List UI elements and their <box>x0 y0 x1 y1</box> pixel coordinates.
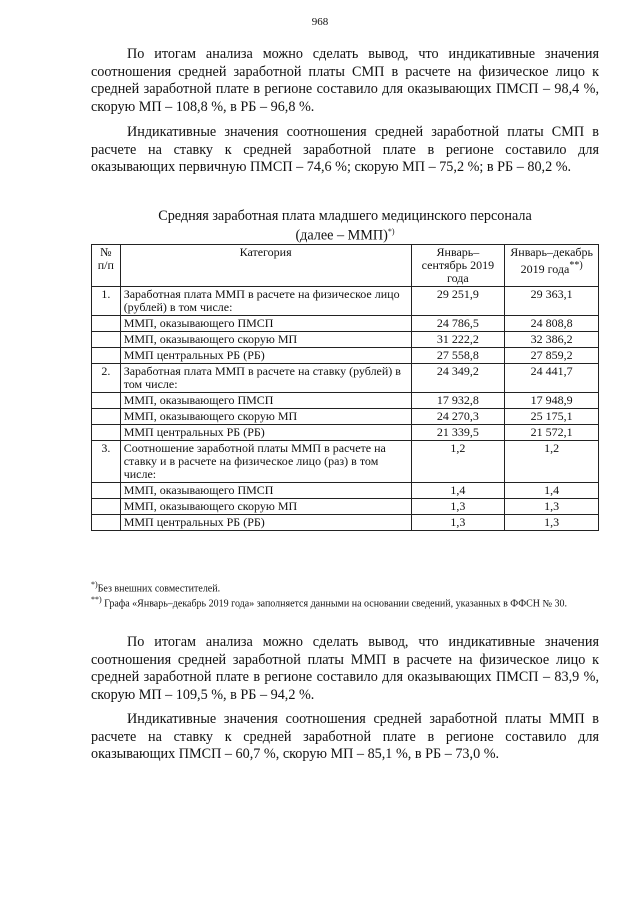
row-value-jan-dec: 24 441,7 <box>505 364 599 393</box>
table-row <box>92 441 599 483</box>
paragraph-4: Индикативные значения соотношения средней заработной платы ММП в расчете на ставку к средней заработной плате в регионе составило для оказывающих ПМСП – 60,7 %, скорую МП – 85,1 %, в РБ – 73,0 %. <box>91 711 599 763</box>
row-value-jan-sep: 1,3 <box>411 499 505 515</box>
row-value-jan-sep: 1,2 <box>411 441 505 483</box>
table-row <box>92 425 599 441</box>
row-value-jan-sep: 1,4 <box>411 483 505 499</box>
row-value-jan-sep: 21 339,5 <box>411 425 505 441</box>
table-row <box>92 332 599 348</box>
row-number <box>92 515 121 531</box>
table-row <box>92 287 599 316</box>
row-value-jan-dec: 1,4 <box>505 483 599 499</box>
row-value-jan-sep: 29 251,9 <box>411 287 505 316</box>
row-number <box>92 425 121 441</box>
row-number: 2. <box>92 364 121 393</box>
row-category: Заработная плата ММП в расчете на ставку (рублей) в том числе: <box>120 364 411 393</box>
row-number <box>92 483 121 499</box>
page-number: 968 <box>311 16 329 28</box>
row-number: 1. <box>92 287 121 316</box>
table-row <box>92 393 599 409</box>
table-header-row <box>92 245 599 287</box>
row-value-jan-sep: 24 786,5 <box>411 316 505 332</box>
row-category: ММП, оказывающего скорую МП <box>120 499 411 515</box>
table-row <box>92 499 599 515</box>
row-value-jan-sep: 1,3 <box>411 515 505 531</box>
row-category: ММП центральных РБ (РБ) <box>120 425 411 441</box>
row-number <box>92 499 121 515</box>
row-value-jan-dec: 32 386,2 <box>505 332 599 348</box>
row-number <box>92 316 121 332</box>
row-category: ММП центральных РБ (РБ) <box>120 515 411 531</box>
row-category: ММП, оказывающего скорую МП <box>120 409 411 425</box>
row-value-jan-dec: 24 808,8 <box>505 316 599 332</box>
row-category: Заработная плата ММП в расчете на физическое лицо (рублей) в том числе: <box>120 287 411 316</box>
footnote-2-mark: **) <box>91 595 102 604</box>
paragraph-2: Индикативные значения соотношения средней заработной платы СМП в расчете на ставку к средней заработной плате в регионе составило для оказывающих первичную ПМСП – 74,6 %; скорую МП – 75,2 %; в РБ – 80,2 %. <box>91 124 599 176</box>
header-jan-dec-footnote-mark: **) <box>569 260 583 271</box>
row-value-jan-sep: 24 270,3 <box>411 409 505 425</box>
table-title-line-1: Средняя заработная плата младшего медицинского персонала <box>158 208 532 224</box>
footnote-2-text: Графа «Январь–декабрь 2019 года» заполняется данными на основании сведений, указанных в ФФСН № 30. <box>104 598 568 610</box>
table-row <box>92 364 599 393</box>
table-row <box>92 515 599 531</box>
row-value-jan-dec: 1,2 <box>505 441 599 483</box>
header-jan-dec-label: Январь–декабрь 2019 года <box>510 245 593 276</box>
row-category: Соотношение заработной платы ММП в расчете на ставку и в расчете на физическое лицо (раз) в том числе: <box>120 441 411 483</box>
row-value-jan-sep: 24 349,2 <box>411 364 505 393</box>
row-value-jan-dec: 25 175,1 <box>505 409 599 425</box>
row-number <box>92 409 121 425</box>
footnote-1-mark: *) <box>91 580 98 589</box>
row-category: ММП, оказывающего скорую МП <box>120 332 411 348</box>
row-number <box>92 348 121 364</box>
row-value-jan-dec: 27 859,2 <box>505 348 599 364</box>
row-number <box>92 393 121 409</box>
table-row <box>92 348 599 364</box>
row-number: 3. <box>92 441 121 483</box>
row-value-jan-dec: 21 572,1 <box>505 425 599 441</box>
row-category: ММП, оказывающего ПМСП <box>120 393 411 409</box>
table-row <box>92 409 599 425</box>
row-value-jan-sep: 17 932,8 <box>411 393 505 409</box>
table-title-footnote-mark: *) <box>387 227 395 236</box>
row-value-jan-sep: 27 558,8 <box>411 348 505 364</box>
table-row <box>92 316 599 332</box>
header-jan-dec <box>505 245 599 287</box>
header-jan-sep: Январь–сентябрь 2019 года <box>411 245 505 287</box>
paragraph-3: По итогам анализа можно сделать вывод, что индикативные значения соотношения средней заработной платы ММП в расчете на физическое лицо к средней заработной плате в регионе составило для оказывающих ПМСП – 83,9 %, скорую МП – 109,5 %, в РБ – 94,2 %. <box>91 634 599 703</box>
footnote-2 <box>91 594 599 611</box>
row-value-jan-dec: 1,3 <box>505 515 599 531</box>
salary-table <box>91 244 599 531</box>
table-row <box>92 483 599 499</box>
table-title-line-2: (далее – ММП) <box>295 227 388 244</box>
row-value-jan-dec: 29 363,1 <box>505 287 599 316</box>
header-num: № п/п <box>92 245 121 287</box>
table-body <box>92 287 599 531</box>
row-category: ММП, оказывающего ПМСП <box>120 316 411 332</box>
row-value-jan-dec: 1,3 <box>505 499 599 515</box>
row-category: ММП, оказывающего ПМСП <box>120 483 411 499</box>
row-number <box>92 332 121 348</box>
paragraph-1: По итогам анализа можно сделать вывод, что индикативные значения соотношения средней заработной платы СМП в расчете на физическое лицо к средней заработной плате в регионе составило для оказывающих ПМСП – 98,4 %, скорую МП – 108,8 %, в РБ – 96,8 %. <box>91 46 599 115</box>
row-value-jan-sep: 31 222,2 <box>411 332 505 348</box>
footnote-1-text: Без внешних совместителей. <box>97 583 221 595</box>
row-value-jan-dec: 17 948,9 <box>505 393 599 409</box>
table-title <box>91 208 599 244</box>
header-category: Категория <box>120 245 411 287</box>
row-category: ММП центральных РБ (РБ) <box>120 348 411 364</box>
